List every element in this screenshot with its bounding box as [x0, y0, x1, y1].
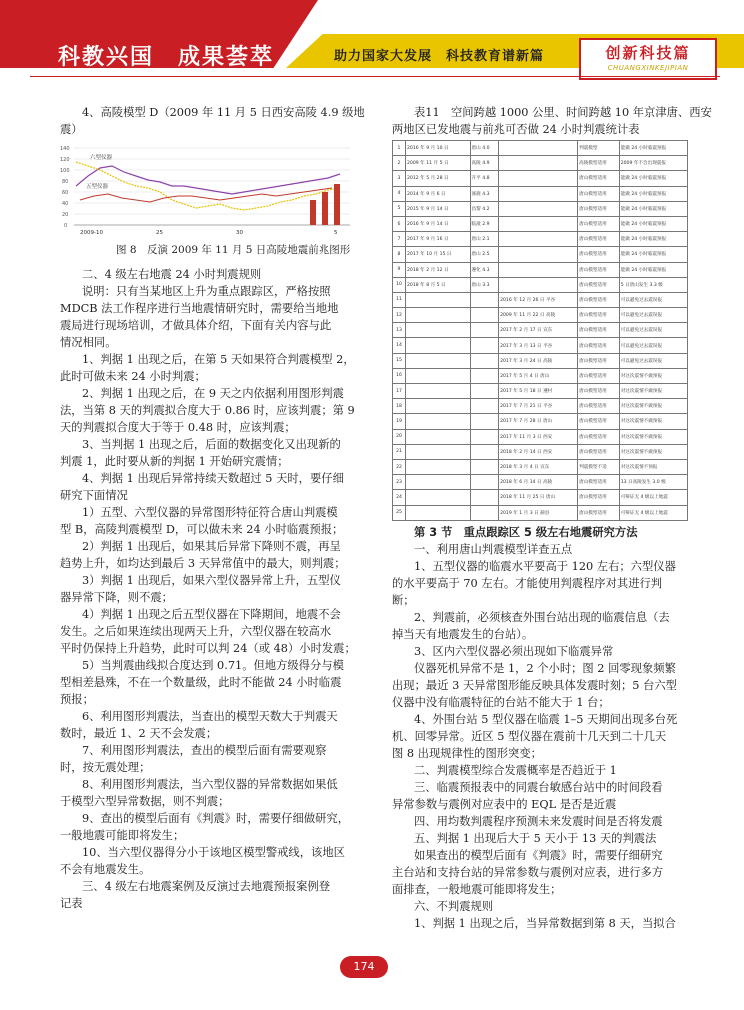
- model-heading: [60, 104, 365, 138]
- table-cell: 对这次震情不做预报: [619, 399, 687, 414]
- table-row: [393, 429, 688, 444]
- rule-line: 1）五型、六型仪器的异常图形特征符合唐山判震模: [82, 506, 338, 519]
- table-row: [393, 444, 688, 459]
- rule-line: 发生。之后如果连续出现两天上升，六型仪器在较高水: [60, 625, 332, 638]
- table-cell: 5: [393, 201, 406, 216]
- right-line: 二、判震模型综合发震概率是否趋近于 1: [414, 764, 617, 777]
- rule-line: 天的判震拟合度大于等于 0.48 时，应该判震；: [60, 421, 296, 434]
- table-row: [393, 353, 688, 368]
- y-tick-label: 40: [62, 201, 69, 207]
- table-cell: 2015 年 9 月 14 日: [406, 201, 471, 216]
- rule-line: 4、判据 1 出现后异常持续天数超过 5 天时，要仔细: [82, 472, 344, 485]
- table-cell: [499, 216, 578, 231]
- table-cell: 唐山模型适用: [578, 292, 620, 307]
- rule-line: 时，按无震处理；: [60, 761, 151, 774]
- y-tick-label: 80: [62, 179, 69, 185]
- right-line: 3、区内六型仪器必须出现如下临震异常: [414, 645, 614, 658]
- table-cell: [406, 490, 471, 505]
- model-heading-line: 4、高陵模型 D（2009 年 11 月 5 日西安高陵 4.9 级地: [82, 106, 365, 119]
- table-cell: 唐山模型适用: [578, 216, 620, 231]
- right-line: 六、不判震规则: [414, 900, 494, 913]
- rule-line: 10、当六型仪器得分小于该地区模型警戒线，该地区: [82, 846, 345, 859]
- table-cell: 判震模型不适: [578, 459, 620, 474]
- table-cell: 2014 年 9 月 6 日: [406, 186, 471, 201]
- table-title: [392, 104, 712, 138]
- y-tick-label: 100: [60, 168, 70, 174]
- rule-line: 型相差悬殊，不在一个数量级，此时不能做 24 小时临震: [60, 676, 342, 689]
- table-cell: 能做 24 小时临震预报: [619, 201, 687, 216]
- rule-line: 5）当判震曲线拟合度达到 0.71。但地方级得分与模: [82, 659, 344, 672]
- rule-line: 记表: [60, 897, 83, 910]
- table-cell: 唐山模型适用: [578, 505, 620, 520]
- table-cell: [499, 277, 578, 292]
- table-cell: 唐山模型适用: [578, 201, 620, 216]
- table-cell: [406, 459, 471, 474]
- table-cell: 唐山 4.0: [470, 141, 499, 156]
- rule-line: 9、查出的模型后面有《判震》时，需要仔细做研究，: [82, 812, 350, 825]
- rule-line: 此时可做未来 24 小时判震；: [60, 370, 206, 383]
- table-row: [393, 505, 688, 520]
- table-cell: 9: [393, 262, 406, 277]
- table-cell: 2017 年 9 月 16 日: [406, 232, 471, 247]
- table-cell: 能做 24 小时临震预报: [619, 216, 687, 231]
- rule-line: 趋势上升，如均达到最后 3 天异常值中的最大，则判震；: [60, 557, 346, 570]
- table-row: [393, 262, 688, 277]
- rule-line: 数时，最近 1、2 天不会发震；: [60, 727, 218, 740]
- column-title: 创新科技篇: [605, 44, 691, 62]
- table-row: [393, 141, 688, 156]
- table-row: [393, 323, 688, 338]
- table-cell: [499, 156, 578, 171]
- table-cell: 能做 24 小时临震预报: [619, 186, 687, 201]
- table-cell: 13 日高陵发生 3.0 级: [619, 475, 687, 490]
- right-line: 断；: [392, 594, 415, 607]
- table-title-line: 两地区已发地震与前兆可否做 24 小时判震统计表: [392, 123, 640, 136]
- table-row: [393, 201, 688, 216]
- right-line: 1、五型仪器的临震水平要高于 120 左右；六型仪器: [414, 560, 676, 573]
- right-line: 2、判震前，必须核查外围台站出现的临震信息（去: [414, 611, 670, 624]
- table-cell: [406, 429, 471, 444]
- arrow-bar: [322, 192, 328, 225]
- table-cell: 12: [393, 308, 406, 323]
- y-tick-label: 120: [60, 157, 70, 163]
- intro-line: MDCB 法工作程序进行当地震情研究时，需要给当地地: [60, 302, 339, 315]
- right-line: 掉当天有地震发生的台站）。: [392, 628, 534, 641]
- table-cell: 7: [393, 232, 406, 247]
- table-cell: 2018 年 8 月 5 日: [406, 277, 471, 292]
- table-cell: 对这次震情不做预报: [619, 414, 687, 429]
- table-cell: 唐山模型适用: [578, 247, 620, 262]
- right-line: 五、判据 1 出现后大于 5 天小于 13 天的判震法: [414, 832, 657, 845]
- table-cell: [470, 323, 499, 338]
- rule-line: 4）判据 1 出现之后五型仪器在下降期间，地震不会: [82, 608, 341, 621]
- table-cell: 唐山 2.1: [470, 232, 499, 247]
- table-cell: 唐山模型适用: [578, 171, 620, 186]
- series-label-six: 六型仪器: [90, 155, 113, 161]
- table-cell: 唐山模型适用: [578, 414, 620, 429]
- rule-line: 2、判据 1 出现之后，在 9 天之内依据利用图形判震: [82, 387, 344, 400]
- table-cell: [499, 141, 578, 156]
- table-cell: 唐山模型适用: [578, 353, 620, 368]
- table-cell: 2009 年不会出现震报: [619, 156, 687, 171]
- table-cell: 2018 年 2 月 12 日: [406, 262, 471, 277]
- table-cell: 可辩证无 4 级以上地震: [619, 505, 687, 520]
- table-cell: 8: [393, 247, 406, 262]
- table-cell: [406, 308, 471, 323]
- right-line: 如果查出的模型后面有《判震》时，需要仔细研究: [414, 849, 663, 862]
- right-line: 1、判据 1 出现之后，当异常数据到第 8 天，当拟合: [414, 917, 676, 930]
- table-cell: 2017 年 7 月 28 日 唐山: [499, 414, 578, 429]
- table-cell: 唐山模型适用: [578, 368, 620, 383]
- table-cell: [499, 171, 578, 186]
- rule-line: 1、判据 1 出现之后，在第 5 天如果符合判震模型 2，: [82, 353, 355, 366]
- table-cell: 唐山模型适用: [578, 475, 620, 490]
- header-slogan-right: 助力国家大发展 科技教育谱新篇: [334, 49, 545, 64]
- table-cell: 唐山 2.5: [470, 247, 499, 262]
- table-cell: 14: [393, 338, 406, 353]
- table-cell: 2016 年 12 月 26 日 平谷: [499, 292, 578, 307]
- rule-line: 8、利用图形判震法，当六型仪器的异常数据如果低: [82, 778, 338, 791]
- right-body: [392, 524, 677, 932]
- table-cell: 2017 年 2 月 17 日 宣东: [499, 323, 578, 338]
- table-cell: [470, 414, 499, 429]
- table-cell: 2017 年 10 月 15 日: [406, 247, 471, 262]
- table-cell: 能做 24 小时临震预报: [619, 262, 687, 277]
- table-cell: 2017 年 5 月 4 日 唐山: [499, 368, 578, 383]
- table-cell: 18: [393, 399, 406, 414]
- table-cell: 唐山模型适用: [578, 490, 620, 505]
- table-row: [393, 216, 688, 231]
- table-cell: 可以避免过去震误报: [619, 338, 687, 353]
- rule-line: 于模型六型异常数据，则不判震；: [60, 795, 230, 808]
- table-cell: [470, 368, 499, 383]
- table-cell: 2019 年 1 月 3 日 蓟县: [499, 505, 578, 520]
- table-cell: 唐山模型适用: [578, 444, 620, 459]
- rule-line: 判震 1，此时要从新的判据 1 开始研究震情；: [60, 455, 289, 468]
- table-cell: 高陵 4.9: [470, 156, 499, 171]
- rule-line: 6、利用图形判震法，当查出的模型天数大于判震天: [82, 710, 338, 723]
- table-cell: 16: [393, 368, 406, 383]
- right-line: 机、回零异常。近区 5 型仪器在震前十几天到二十几天: [392, 730, 667, 743]
- table-cell: 2017 年 7 月 21 日 平谷: [499, 399, 578, 414]
- table-cell: [406, 505, 471, 520]
- table-cell: 唐山模型适用: [578, 429, 620, 444]
- header-slogan-left: 科教兴国 成果荟萃: [58, 45, 275, 70]
- table-cell: 2017 年 3 月 13 日 平谷: [499, 338, 578, 353]
- table-cell: 13: [393, 323, 406, 338]
- rule-line: 三、4 级左右地震案例及反演过去地震预报案例登: [82, 880, 331, 893]
- table-row: [393, 414, 688, 429]
- table-cell: [470, 308, 499, 323]
- right-line: 图 8 出现规律性的图形突变；: [392, 747, 542, 760]
- y-tick-label: 0: [64, 223, 68, 229]
- table-cell: 2018 年 11 月 25 日 唐山: [499, 490, 578, 505]
- right-line: 异常参数与震例对应表中的 EQL 是否是近震: [392, 798, 617, 811]
- table-row: [393, 490, 688, 505]
- intro-line: 说明：只有当某地区上升为重点跟踪区，严格按照: [82, 285, 331, 298]
- table-cell: 2018 年 2 月 14 日 西安: [499, 444, 578, 459]
- table-cell: [406, 338, 471, 353]
- table-cell: 唐山 3.3: [470, 277, 499, 292]
- rule-line: 2）判据 1 出现后，如果其后异常下降则不震，再呈: [82, 540, 341, 553]
- table-cell: 能做 24 小时临震预报: [619, 141, 687, 156]
- table-cell: [470, 292, 499, 307]
- x-tick-label: 2009-10: [80, 230, 103, 236]
- table-cell: 2016 年 9 月 10 日: [406, 141, 471, 156]
- table-row: [393, 384, 688, 399]
- table-cell: 高陵模型适用: [578, 156, 620, 171]
- table-cell: [406, 353, 471, 368]
- x-tick-label: 5: [334, 230, 338, 236]
- table-cell: [406, 323, 471, 338]
- y-axis-ticks: [60, 146, 70, 229]
- table-row: [393, 156, 688, 171]
- table-row: [393, 308, 688, 323]
- right-line: 的水平要高于 70 左右。才能使用判震程序对其进行判: [392, 577, 663, 590]
- arrow-bar: [310, 200, 316, 225]
- table-row: [393, 459, 688, 474]
- table-row: [393, 399, 688, 414]
- table-cell: 可以避免过去震误报: [619, 292, 687, 307]
- rule-line: 平时仍保持上升趋势，此时可以判 24（或 48）小时发震；: [60, 642, 356, 655]
- table-cell: 2016 年 9 月 14 日: [406, 216, 471, 231]
- table-cell: [470, 459, 499, 474]
- right-line: 主台站和支持台站的异常参数与震例对应表，进行多方: [392, 866, 664, 879]
- table-cell: 10: [393, 277, 406, 292]
- intro-line: 震局进行现场培训，才做具体介绍，下面有关内容与此: [60, 319, 332, 332]
- right-line: 仪器中没有临震特征的台站不能大于 1 台；: [392, 696, 610, 709]
- model-heading-line: 震）: [60, 123, 83, 136]
- rule-line: 不会有地震发生。: [60, 863, 151, 876]
- table-cell: [470, 490, 499, 505]
- right-line: 一、利用唐山判震模型详查五点: [414, 543, 573, 556]
- left-body: [60, 266, 356, 912]
- table-row: [393, 277, 688, 292]
- table-cell: 唐山模型适用: [578, 232, 620, 247]
- table-cell: 15: [393, 353, 406, 368]
- table-title-line: 表11 空间跨越 1000 公里、时间跨越 10 年京津唐、西安: [414, 106, 712, 119]
- rule-line: 型 B，高陵判震模型 D，可以做未来 24 小时临震预报；: [60, 523, 344, 536]
- table-cell: 17: [393, 384, 406, 399]
- rule-line: 法，当第 8 天的判震拟合度大于 0.86 时，应该判震；第 9: [60, 404, 355, 417]
- table-cell: 2017 年 5 月 18 日 遵村: [499, 384, 578, 399]
- table-cell: 可以避免过去震误报: [619, 308, 687, 323]
- table-cell: 临潼 2.9: [470, 216, 499, 231]
- arrow-bar: [334, 184, 340, 225]
- table-cell: [470, 338, 499, 353]
- table-cell: 唐山模型适用: [578, 384, 620, 399]
- table-cell: 对这次震情不预报: [619, 459, 687, 474]
- right-line: 面排查，一般地震可能即将发生；: [392, 883, 562, 896]
- table-cell: [470, 505, 499, 520]
- x-tick-label: 30: [236, 230, 243, 236]
- precursor-figure: [60, 142, 354, 238]
- table-cell: [470, 399, 499, 414]
- earthquake-table: [392, 140, 688, 521]
- table-cell: 对这次震情不做预报: [619, 444, 687, 459]
- rule-line: 7、利用图形判震法，查出的模型后面有需要观察: [82, 744, 327, 757]
- table-cell: 可以避免过去震误报: [619, 353, 687, 368]
- rule-line: 一般地震可能即将发生；: [60, 829, 185, 842]
- table-cell: 可辩证无 4 级以上地震: [619, 490, 687, 505]
- table-row: [393, 475, 688, 490]
- table-cell: 对这次震情不做预报: [619, 429, 687, 444]
- intro-line: 情况相同。: [60, 336, 117, 349]
- table-cell: [470, 353, 499, 368]
- table-cell: [470, 429, 499, 444]
- table-cell: 对这次震情不做预报: [619, 368, 687, 383]
- column-title-box: [579, 38, 717, 80]
- table-cell: 24: [393, 490, 406, 505]
- table-cell: 3: [393, 171, 406, 186]
- table-cell: 2009 年 11 月 5 日: [406, 156, 471, 171]
- table-cell: 唐山模型适用: [578, 262, 620, 277]
- table-cell: 2012 年 5 月 28 日: [406, 171, 471, 186]
- right-line: 四、用均数判震程序预测未来发震时间是否将发震: [414, 815, 663, 828]
- y-tick-label: 20: [62, 212, 69, 218]
- table-cell: [470, 444, 499, 459]
- table-cell: 唐山模型适用: [578, 338, 620, 353]
- rule-line: 器异常下降，则不震；: [60, 591, 173, 604]
- table-row: [393, 186, 688, 201]
- table-cell: 4: [393, 186, 406, 201]
- table-cell: 能做 24 小时临震预报: [619, 171, 687, 186]
- table-cell: 2018 年 6 月 14 日 高陵: [499, 475, 578, 490]
- column-pinyin: CHUANGXINKEJIPIAN: [607, 64, 689, 72]
- table-cell: [470, 475, 499, 490]
- table-cell: 22: [393, 459, 406, 474]
- table-row: [393, 292, 688, 307]
- table-cell: [499, 186, 578, 201]
- table-cell: 对这次震情不做预报: [619, 384, 687, 399]
- x-tick-label: 25: [156, 230, 163, 236]
- table-cell: 2017 年 11 月 3 日 西安: [499, 429, 578, 444]
- rule-line: 3、当判据 1 出现之后，后面的数据变化又出现新的: [82, 438, 341, 451]
- y-tick-label: 60: [62, 190, 69, 196]
- table-cell: [499, 201, 578, 216]
- table-cell: 20: [393, 429, 406, 444]
- right-line: 三、临震预报表中的同震台敏感台站中的时间段看: [414, 781, 663, 794]
- rule-line: 3）判据 1 出现后，如果六型仪器异常上升，五型仪: [82, 574, 341, 587]
- table-cell: 能做 24 小时临震预报: [619, 232, 687, 247]
- table-cell: 19: [393, 414, 406, 429]
- table-cell: [470, 384, 499, 399]
- table-row: [393, 171, 688, 186]
- section-title: 二、4 级左右地震 24 小时判震规则: [82, 268, 262, 281]
- table-cell: 5 日唐山发生 3.3 级: [619, 277, 687, 292]
- table-cell: 唐山模型适用: [578, 277, 620, 292]
- figure-caption: 图 8 反演 2009 年 11 月 5 日高陵地震前兆图形: [116, 244, 351, 256]
- rule-line: 预报；: [60, 693, 94, 706]
- table-cell: 2: [393, 156, 406, 171]
- table-cell: [499, 232, 578, 247]
- table-cell: [406, 475, 471, 490]
- rule-line: 研究下面情况: [60, 489, 128, 502]
- table-cell: 涿鹿 4.3: [470, 186, 499, 201]
- table-cell: [406, 399, 471, 414]
- series-label-five: 五型仪器: [86, 184, 109, 190]
- table-cell: 21: [393, 444, 406, 459]
- table-cell: 1: [393, 141, 406, 156]
- table-cell: 2017 年 3 月 24 日 高陵: [499, 353, 578, 368]
- table-cell: 可以避免过去震误报: [619, 323, 687, 338]
- table-cell: 11: [393, 292, 406, 307]
- table-cell: 昌黎 4.2: [470, 201, 499, 216]
- table-cell: [499, 262, 578, 277]
- table-cell: 25: [393, 505, 406, 520]
- header-rule: [30, 76, 720, 77]
- right-line: 4、外围台站 5 型仪器在临震 1–5 天期间出现多台死: [414, 713, 678, 726]
- table-cell: 唐山模型适用: [578, 186, 620, 201]
- table-cell: 唐山模型适用: [578, 323, 620, 338]
- table-cell: 23: [393, 475, 406, 490]
- y-tick-label: 140: [60, 146, 70, 152]
- page-number: 174: [340, 956, 388, 978]
- table-cell: 唐山模型适用: [578, 399, 620, 414]
- table-row: [393, 368, 688, 383]
- table-cell: [406, 384, 471, 399]
- right-line: 仪器死机异常不是 1，2 个小时；图 2 回零现象频繁: [414, 662, 676, 675]
- table-cell: 6: [393, 216, 406, 231]
- table-cell: [499, 247, 578, 262]
- table-cell: 2009 年 11 月 22 日 高陵: [499, 308, 578, 323]
- table-cell: [406, 414, 471, 429]
- table-cell: [406, 444, 471, 459]
- table-row: [393, 247, 688, 262]
- table-row: [393, 338, 688, 353]
- table-cell: [406, 368, 471, 383]
- table-row: [393, 232, 688, 247]
- table-cell: [406, 292, 471, 307]
- table-cell: 2018 年 3 月 4 日 宣东: [499, 459, 578, 474]
- table-cell: 判震模型: [578, 141, 620, 156]
- table-cell: 能做 24 小时临震预报: [619, 247, 687, 262]
- table-cell: 开平 4.8: [470, 171, 499, 186]
- table-cell: 遵化 4.3: [470, 262, 499, 277]
- section3-title: 第 3 节 重点跟踪区 5 级左右地震研究方法: [414, 526, 638, 539]
- right-line: 出现；最近 3 天异常图形能反映具体发震时刻；5 台六型: [392, 679, 677, 692]
- x-axis-ticks: [80, 230, 338, 236]
- table-cell: 唐山模型适用: [578, 308, 620, 323]
